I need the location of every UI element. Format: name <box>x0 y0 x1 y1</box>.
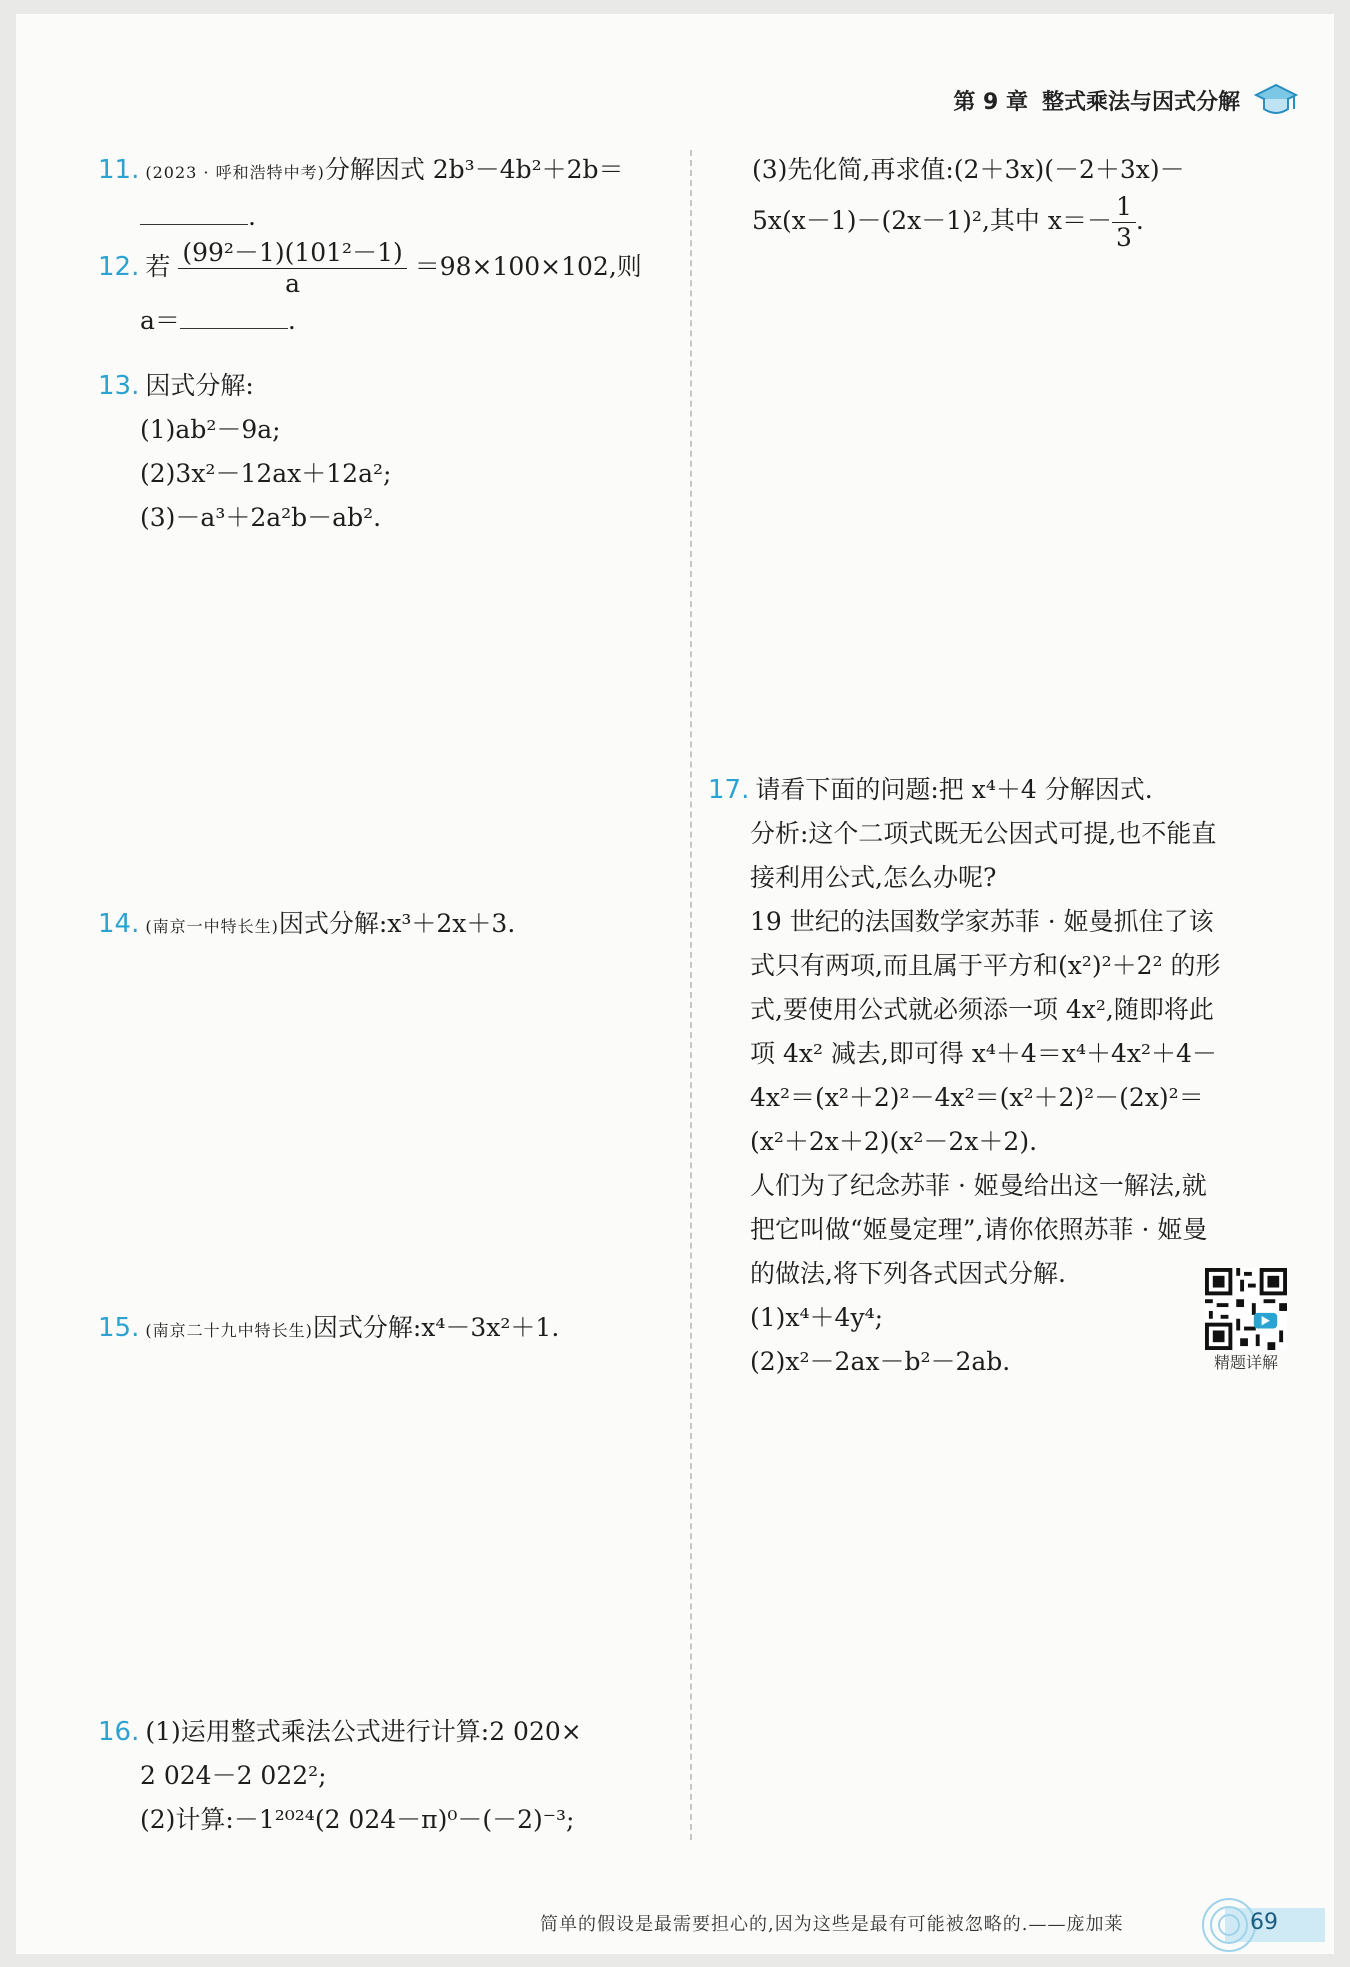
question-text-line3: (2)计算:－1²⁰²⁴(2 024－π)⁰－(－2)⁻³; <box>140 1805 575 1834</box>
qr-label: 精题详解 <box>1213 1353 1278 1372</box>
column-divider <box>690 150 692 1840</box>
question-15 <box>98 1306 559 1353</box>
question-number: 17. <box>708 775 750 805</box>
question-number: 14. <box>98 909 140 939</box>
answer-blank[interactable] <box>180 304 288 329</box>
fraction <box>1112 192 1136 253</box>
period: . <box>248 202 256 231</box>
sub-item: (2)3x²－12ax＋12a²; <box>140 459 392 488</box>
chapter-number: 第 9 章 <box>953 89 1028 115</box>
question-text: 因式分解:x⁴－3x²＋1. <box>312 1313 560 1342</box>
question-source: (南京二十九中特长生) <box>145 1321 313 1340</box>
question-16-part-3 <box>752 148 1185 253</box>
question-number: 13. <box>98 371 140 401</box>
graduation-cap-icon <box>1254 81 1298 119</box>
denominator: a <box>285 269 300 298</box>
denominator: 3 <box>1115 223 1132 252</box>
sub-item: (2)x²－2ax－b²－2ab. <box>750 1347 1011 1376</box>
question-number: 16. <box>98 1717 140 1747</box>
question-text: (3)先化简,再求值:(2＋3x)(－2＋3x)－ <box>752 155 1185 184</box>
question-text-line2: 5x(x－1)－(2x－1)²,其中 x＝－ <box>752 206 1112 235</box>
text-line: 人们为了纪念苏菲 · 姬曼给出这一解法,就 <box>750 1171 1207 1200</box>
numerator: 1 <box>1112 192 1136 223</box>
question-16 <box>98 1710 582 1842</box>
text-line: 19 世纪的法国数学家苏菲 · 姬曼抓住了该 <box>750 907 1214 936</box>
sub-item: (1)ab²－9a; <box>140 415 281 444</box>
question-text-line2: a＝ <box>140 306 180 335</box>
question-text: (1)运用整式乘法公式进行计算:2 020× <box>145 1717 582 1746</box>
footer-quote: 简单的假设是最需要担心的,因为这些是最有可能被忽略的.——庞加莱 <box>540 1914 1124 1935</box>
text-line: 项 4x² 减去,即可得 x⁴＋4＝x⁴＋4x²＋4－ <box>750 1039 1217 1068</box>
qr-code-icon[interactable] <box>1205 1268 1287 1350</box>
question-text: 分解因式 2b³－4b²＋2b＝ <box>324 155 624 184</box>
text-line: 4x²＝(x²＋2)²－4x²＝(x²＋2)²－(2x)²＝ <box>750 1083 1204 1112</box>
question-number: 12. <box>98 252 140 282</box>
question-13 <box>98 364 391 540</box>
period: . <box>1135 206 1144 235</box>
question-text: 因式分解: <box>145 371 254 400</box>
text-line: 的做法,将下列各式因式分解. <box>750 1259 1066 1288</box>
fraction <box>178 238 406 299</box>
text-line: 把它叫做“姬曼定理”,请你依照苏菲 · 姬曼 <box>750 1215 1208 1244</box>
text-line: (x²＋2x＋2)(x²－2x＋2). <box>750 1127 1038 1156</box>
question-12 <box>98 238 642 343</box>
text-line: 式只有两项,而且属于平方和(x²)²＋2² 的形 <box>750 951 1221 980</box>
question-text: 因式分解:x³＋2x＋3. <box>278 909 516 938</box>
question-17 <box>708 768 1220 1384</box>
question-text-line2: 2 024－2 022²; <box>140 1761 327 1790</box>
chapter-header <box>953 78 1298 122</box>
sub-item: (1)x⁴＋4y⁴; <box>750 1303 884 1332</box>
text-line: 分析:这个二项式既无公因式可提,也不能直 <box>750 819 1217 848</box>
question-11 <box>98 148 624 239</box>
question-text-rhs: ＝98×100×102,则 <box>414 252 642 281</box>
page-number: 69 <box>1250 1910 1278 1935</box>
chapter-title: 整式乘法与因式分解 <box>1041 89 1240 115</box>
question-text: 请看下面的问题:把 x⁴＋4 分解因式. <box>755 775 1153 804</box>
question-text: 若 <box>145 252 171 281</box>
text-line: 接利用公式,怎么办呢? <box>750 863 997 892</box>
answer-blank[interactable] <box>140 200 248 225</box>
question-source: (2023 · 呼和浩特中考) <box>145 163 325 182</box>
text-line: 式,要使用公式就必须添一项 4x²,随即将此 <box>750 995 1214 1024</box>
numerator: (99²－1)(101²－1) <box>178 238 406 269</box>
question-number: 11. <box>98 155 140 185</box>
question-number: 15. <box>98 1313 140 1343</box>
question-source: (南京一中特长生) <box>145 917 279 936</box>
period: . <box>287 306 296 335</box>
question-14 <box>98 902 515 949</box>
sub-item: (3)－a³＋2a²b－ab². <box>140 503 382 532</box>
